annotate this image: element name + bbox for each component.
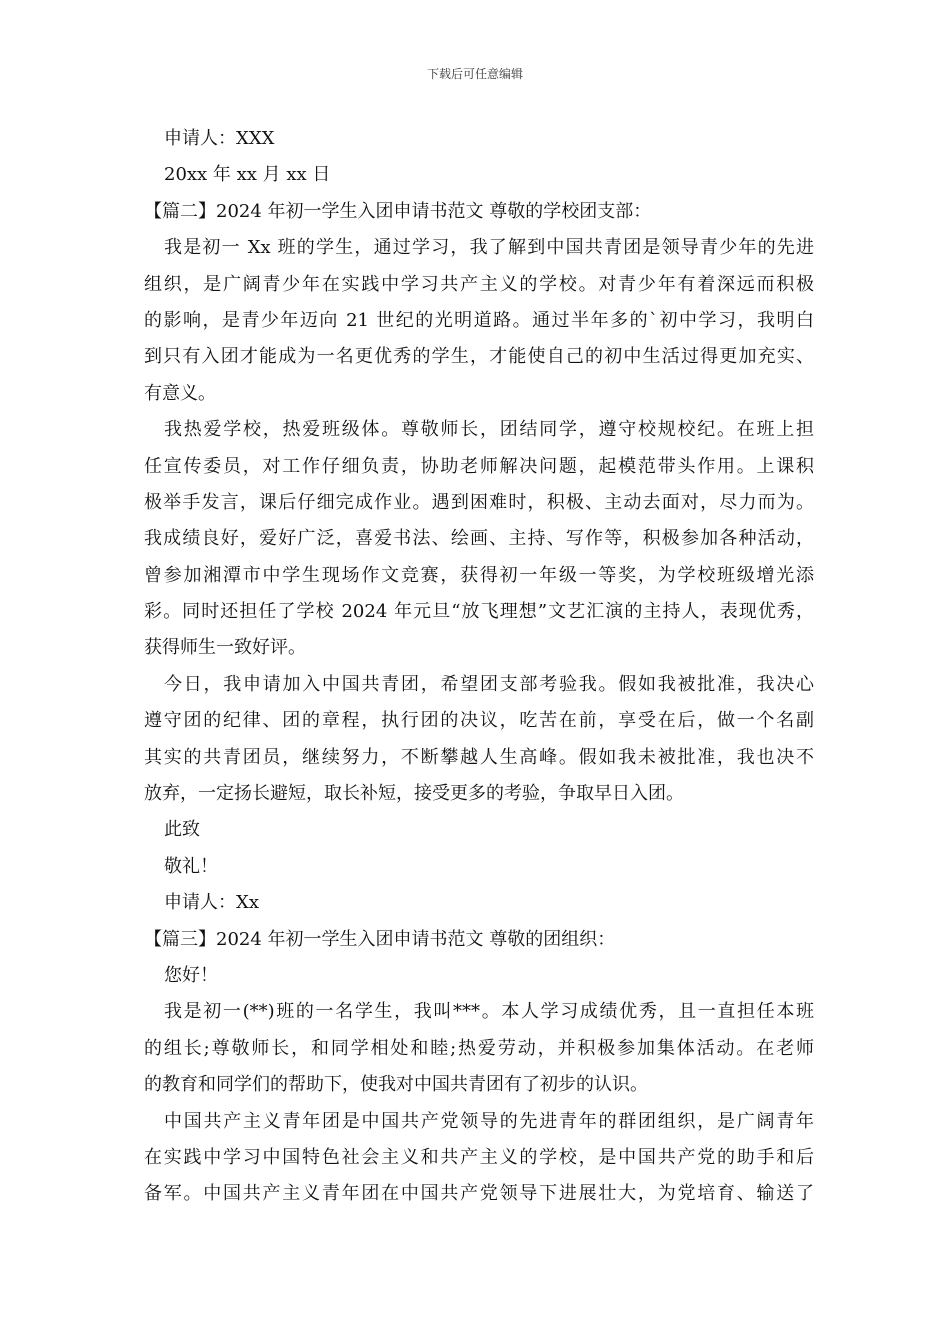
text-line (144, 558, 814, 594)
text-line-content: 我成绩良好，爱好广泛，喜爱书法、绘画、主持、写作等，积极参加各种活动， (144, 528, 814, 550)
text-line-content: 遵守团的纪律、团的章程，执行团的决议，吃苦在前，享受在后，做一个名副 (144, 710, 814, 732)
text-line-content: 极举手发言，课后仔细完成作业。遇到困难时，积极、主动去面对，尽力而为。 (144, 491, 814, 513)
text-line (144, 521, 814, 557)
text-line (144, 1176, 814, 1212)
text-line-content: 中国共产主义青年团是中国共产党领导的先进青年的群团组织，是广阔青年 (164, 1110, 814, 1132)
text-line (144, 776, 814, 812)
document-body (144, 121, 814, 1213)
text-line-content: 的影响，是青少年迈向 21 世纪的光明道路。通过半年多的`初中学习，我明白 (144, 309, 814, 331)
text-line-content: 20xx 年 xx 月 xx 日 (164, 164, 331, 186)
text-line (144, 157, 814, 193)
text-line (144, 449, 814, 485)
text-line-content: 备军。中国共产主义青年团在中国共产党领导下进展壮大，为党培育、输送了 (144, 1183, 814, 1205)
text-line-content: 组织，是广阔青少年在实践中学习共产主义的学校。对青少年有着深远而积极 (144, 273, 814, 295)
text-line-content: 有意义。 (144, 382, 216, 404)
text-line-content: 我是初一(**)班的一名学生，我叫***。本人学习成绩优秀，且一直担任本班 (164, 1001, 814, 1023)
text-line-content: 今日，我申请加入中国共青团，希望团支部考验我。假如我被批准，我决心 (164, 673, 814, 695)
text-line-content: 彩。同时还担任了学校 2024 年元旦“放飞理想”文艺汇演的主持人，表现优秀， (144, 601, 814, 623)
text-line-content: 其实的共青团员，继续努力，不断攀越人生高峰。假如我未被批准，我也决不 (144, 746, 814, 768)
text-line (144, 485, 814, 521)
text-line (144, 849, 814, 885)
text-line (144, 703, 814, 739)
text-line (144, 1140, 814, 1176)
text-line-content: 【篇三】2024 年初一学生入团申请书范文 尊敬的团组织： (144, 928, 616, 950)
text-line-content: 获得师生一致好评。 (144, 637, 306, 659)
text-line-content: 敬礼！ (164, 855, 218, 877)
text-line-content: 申请人：Xx (164, 892, 259, 914)
text-line (144, 194, 814, 230)
text-line (144, 1031, 814, 1067)
text-line-content: 申请人：XXX (164, 128, 275, 149)
text-line (144, 994, 814, 1030)
text-line-content: 到只有入团才能成为一名更优秀的学生，才能使自己的初中生活过得更加充实、 (144, 346, 814, 368)
text-line (144, 630, 814, 666)
text-line (144, 121, 814, 157)
text-line (144, 1104, 814, 1140)
text-line-content: 【篇二】2024 年初一学生入团申请书范文 尊敬的学校团支部： (144, 200, 652, 222)
text-line-content: 的组长;尊敬师长，和同学相处和睦;热爱劳动，并积极参加集体活动。在老师 (144, 1037, 814, 1059)
text-line (144, 812, 814, 848)
text-line-content: 曾参加湘潭市中学生现场作文竞赛，获得初一年级一等奖，为学校班级增光添 (144, 564, 814, 586)
text-line (144, 667, 814, 703)
text-line (144, 412, 814, 448)
text-line (144, 230, 814, 266)
text-line (144, 958, 814, 994)
text-line-content: 我热爱学校，热爱班级体。尊敬师长，团结同学，遵守校规校纪。在班上担 (164, 419, 814, 441)
text-line-content: 您好！ (164, 964, 218, 986)
text-line (144, 303, 814, 339)
text-line-content: 放弃，一定扬长避短，取长补短，接受更多的考验，争取早日入团。 (144, 783, 684, 805)
page-header: 下载后可任意编辑 (426, 67, 523, 81)
text-line (144, 922, 814, 958)
text-line (144, 1067, 814, 1103)
text-line (144, 885, 814, 921)
text-line (144, 740, 814, 776)
text-line-content: 任宣传委员，对工作仔细负责，协助老师解决问题，起模范带头作用。上课积 (144, 455, 814, 477)
text-line (144, 267, 814, 303)
text-line (144, 376, 814, 412)
text-line (144, 339, 814, 375)
text-line (144, 594, 814, 630)
text-line-content: 的教育和同学们的帮助下，使我对中国共青团有了初步的认识。 (144, 1074, 648, 1096)
text-line-content: 此致 (164, 819, 200, 841)
text-line-content: 我是初一 Xx 班的学生，通过学习，我了解到中国共青团是领导青少年的先进 (164, 237, 814, 259)
text-line-content: 在实践中学习中国特色社会主义和共产主义的学校，是中国共产党的助手和后 (144, 1146, 814, 1168)
